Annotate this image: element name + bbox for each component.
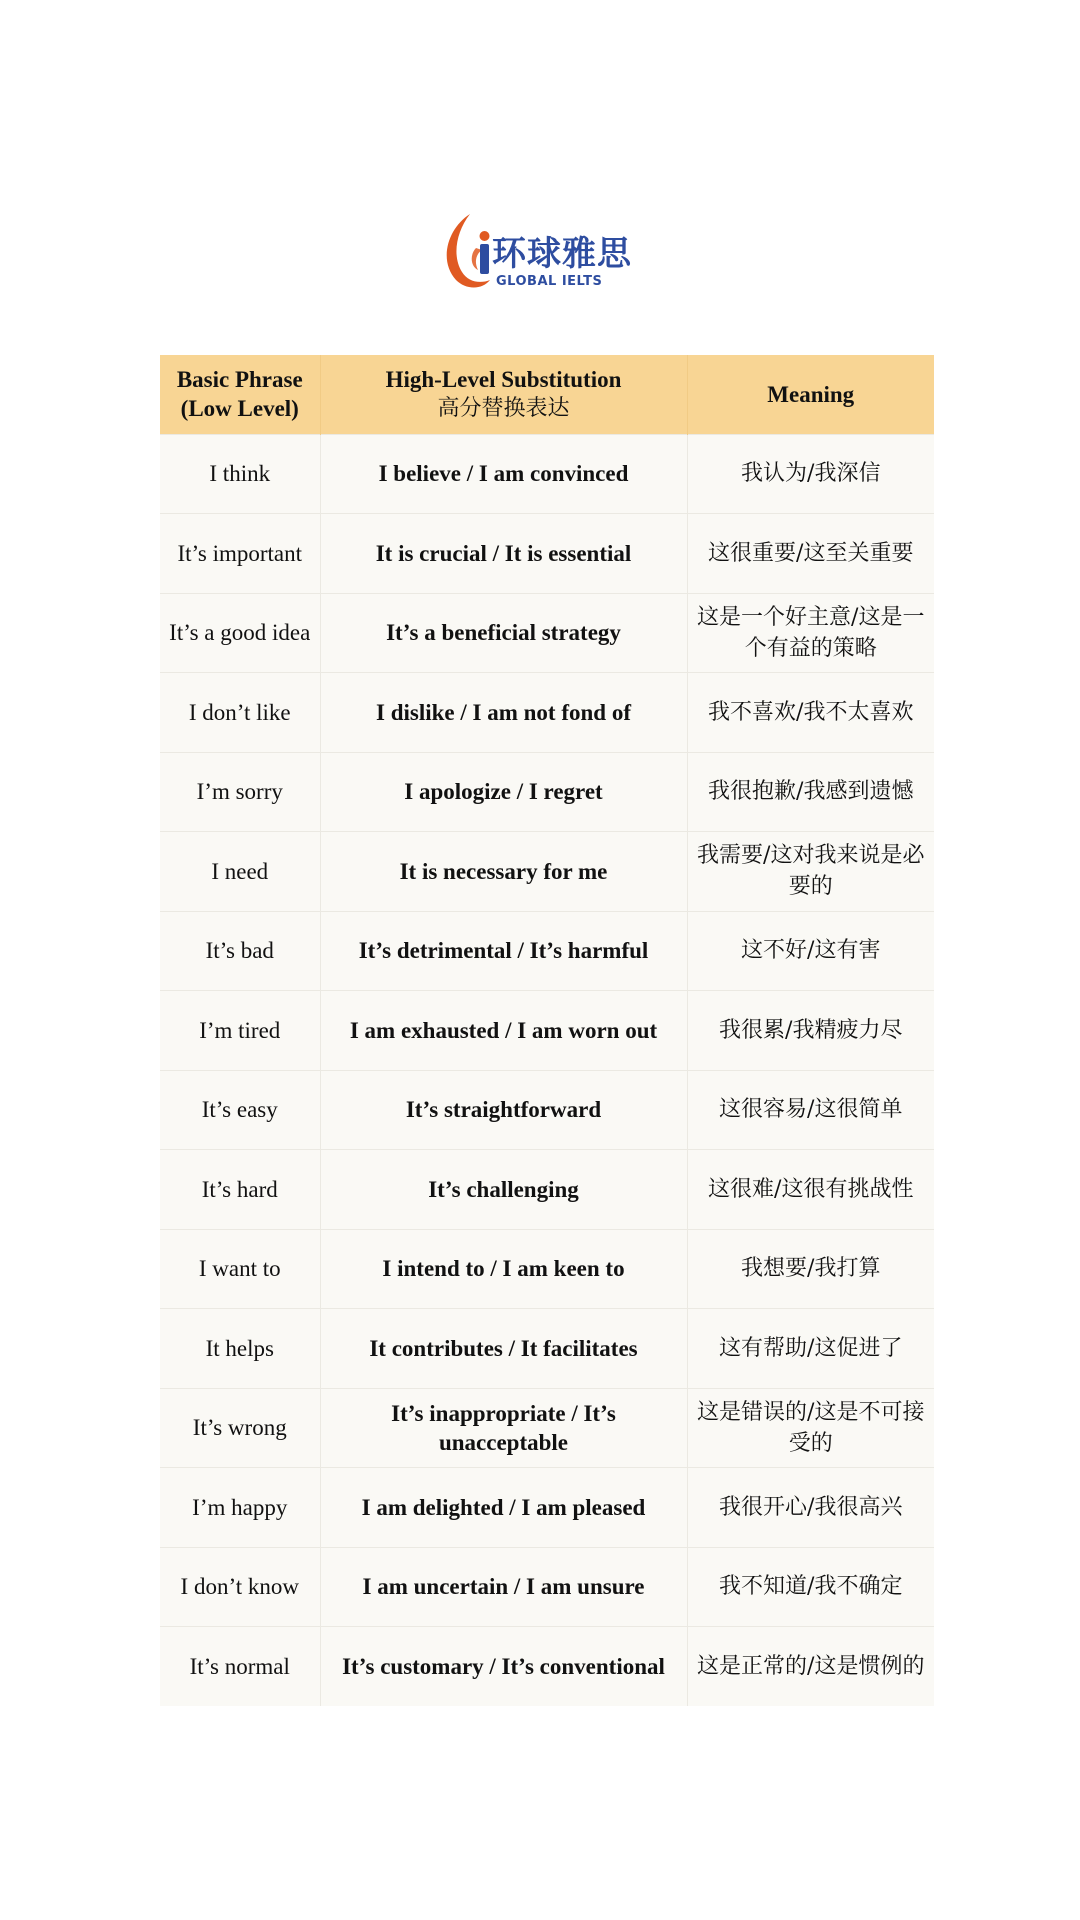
- substitution-cell: It contributes / It facilitates: [320, 1309, 687, 1389]
- phrase-table: [160, 355, 934, 1706]
- meaning-cell: 这是正常的/这是惯例的: [687, 1627, 934, 1707]
- header-basic-line1: Basic Phrase: [176, 367, 303, 393]
- meaning-cell: 这很容易/这很简单: [687, 1070, 934, 1150]
- basic-phrase-cell: I’m sorry: [160, 752, 320, 832]
- basic-phrase-cell: It’s wrong: [160, 1388, 320, 1468]
- substitution-cell: It’s inappropriate / It’s unacceptable: [320, 1388, 687, 1468]
- basic-phrase-cell: I don’t know: [160, 1547, 320, 1627]
- table-header-row: [160, 355, 934, 434]
- basic-phrase-cell: I’m tired: [160, 991, 320, 1071]
- substitution-cell: It is crucial / It is essential: [320, 514, 687, 594]
- header-high-level-substitution: [320, 355, 687, 434]
- basic-phrase-cell: I need: [160, 832, 320, 912]
- substitution-cell: It’s customary / It’s conventional: [320, 1627, 687, 1707]
- table-row: [160, 1070, 934, 1150]
- meaning-cell: 我很累/我精疲力尽: [687, 991, 934, 1071]
- substitution-cell: I intend to / I am keen to: [320, 1229, 687, 1309]
- substitution-cell: I dislike / I am not fond of: [320, 673, 687, 753]
- header-basic-phrase: [160, 355, 320, 434]
- header-sub-line2: 高分替换表达: [437, 396, 570, 422]
- meaning-cell: 我不知道/我不确定: [687, 1547, 934, 1627]
- table-row: [160, 1309, 934, 1389]
- table-body: [160, 434, 934, 1706]
- basic-phrase-cell: It helps: [160, 1309, 320, 1389]
- meaning-cell: 我认为/我深信: [687, 434, 934, 514]
- basic-phrase-cell: It’s easy: [160, 1070, 320, 1150]
- meaning-cell: 我很开心/我很高兴: [687, 1468, 934, 1548]
- table-row: [160, 673, 934, 753]
- meaning-cell: 这很难/这很有挑战性: [687, 1150, 934, 1230]
- table-row: [160, 832, 934, 912]
- meaning-cell: 这有帮助/这促进了: [687, 1309, 934, 1389]
- table-row: [160, 1547, 934, 1627]
- basic-phrase-cell: I think: [160, 434, 320, 514]
- substitution-cell: It’s a beneficial strategy: [320, 593, 687, 673]
- table-row: [160, 434, 934, 514]
- meaning-cell: 我不喜欢/我不太喜欢: [687, 673, 934, 753]
- header-basic-line2: (Low Level): [180, 396, 299, 422]
- logo-chinese-name: 环球雅思: [492, 234, 632, 274]
- basic-phrase-cell: It’s important: [160, 514, 320, 594]
- table-row: [160, 1229, 934, 1309]
- substitution-cell: I am uncertain / I am unsure: [320, 1547, 687, 1627]
- basic-phrase-cell: It’s bad: [160, 911, 320, 991]
- basic-phrase-cell: I don’t like: [160, 673, 320, 753]
- logo-emblem-icon: [440, 210, 500, 300]
- substitution-cell: I apologize / I regret: [320, 752, 687, 832]
- global-ielts-logo: [440, 210, 640, 300]
- meaning-cell: 这很重要/这至关重要: [687, 514, 934, 594]
- meaning-cell: 我想要/我打算: [687, 1229, 934, 1309]
- table-row: [160, 911, 934, 991]
- substitution-cell: It’s straightforward: [320, 1070, 687, 1150]
- substitution-cell: I am exhausted / I am worn out: [320, 991, 687, 1071]
- substitution-cell: It’s detrimental / It’s harmful: [320, 911, 687, 991]
- table-row: [160, 1468, 934, 1548]
- logo-english-name: GLOBAL IELTS: [496, 274, 603, 289]
- substitution-cell: It’s challenging: [320, 1150, 687, 1230]
- basic-phrase-cell: I’m happy: [160, 1468, 320, 1548]
- table-row: [160, 752, 934, 832]
- header-meaning: Meaning: [687, 355, 934, 434]
- meaning-cell: 这是错误的/这是不可接受的: [687, 1388, 934, 1468]
- table-row: [160, 514, 934, 594]
- basic-phrase-cell: It’s hard: [160, 1150, 320, 1230]
- substitution-cell: I am delighted / I am pleased: [320, 1468, 687, 1548]
- meaning-cell: 这是一个好主意/这是一个有益的策略: [687, 593, 934, 673]
- substitution-cell: It is necessary for me: [320, 832, 687, 912]
- table-row: [160, 593, 934, 673]
- basic-phrase-cell: It’s a good idea: [160, 593, 320, 673]
- basic-phrase-cell: I want to: [160, 1229, 320, 1309]
- meaning-cell: 我需要/这对我来说是必要的: [687, 832, 934, 912]
- table-row: [160, 1388, 934, 1468]
- table-row: [160, 991, 934, 1071]
- table-row: [160, 1150, 934, 1230]
- basic-phrase-cell: It’s normal: [160, 1627, 320, 1707]
- header-sub-line1: High-Level Substitution: [385, 367, 622, 393]
- substitution-cell: I believe / I am convinced: [320, 434, 687, 514]
- meaning-cell: 这不好/这有害: [687, 911, 934, 991]
- meaning-cell: 我很抱歉/我感到遗憾: [687, 752, 934, 832]
- table-row: [160, 1627, 934, 1707]
